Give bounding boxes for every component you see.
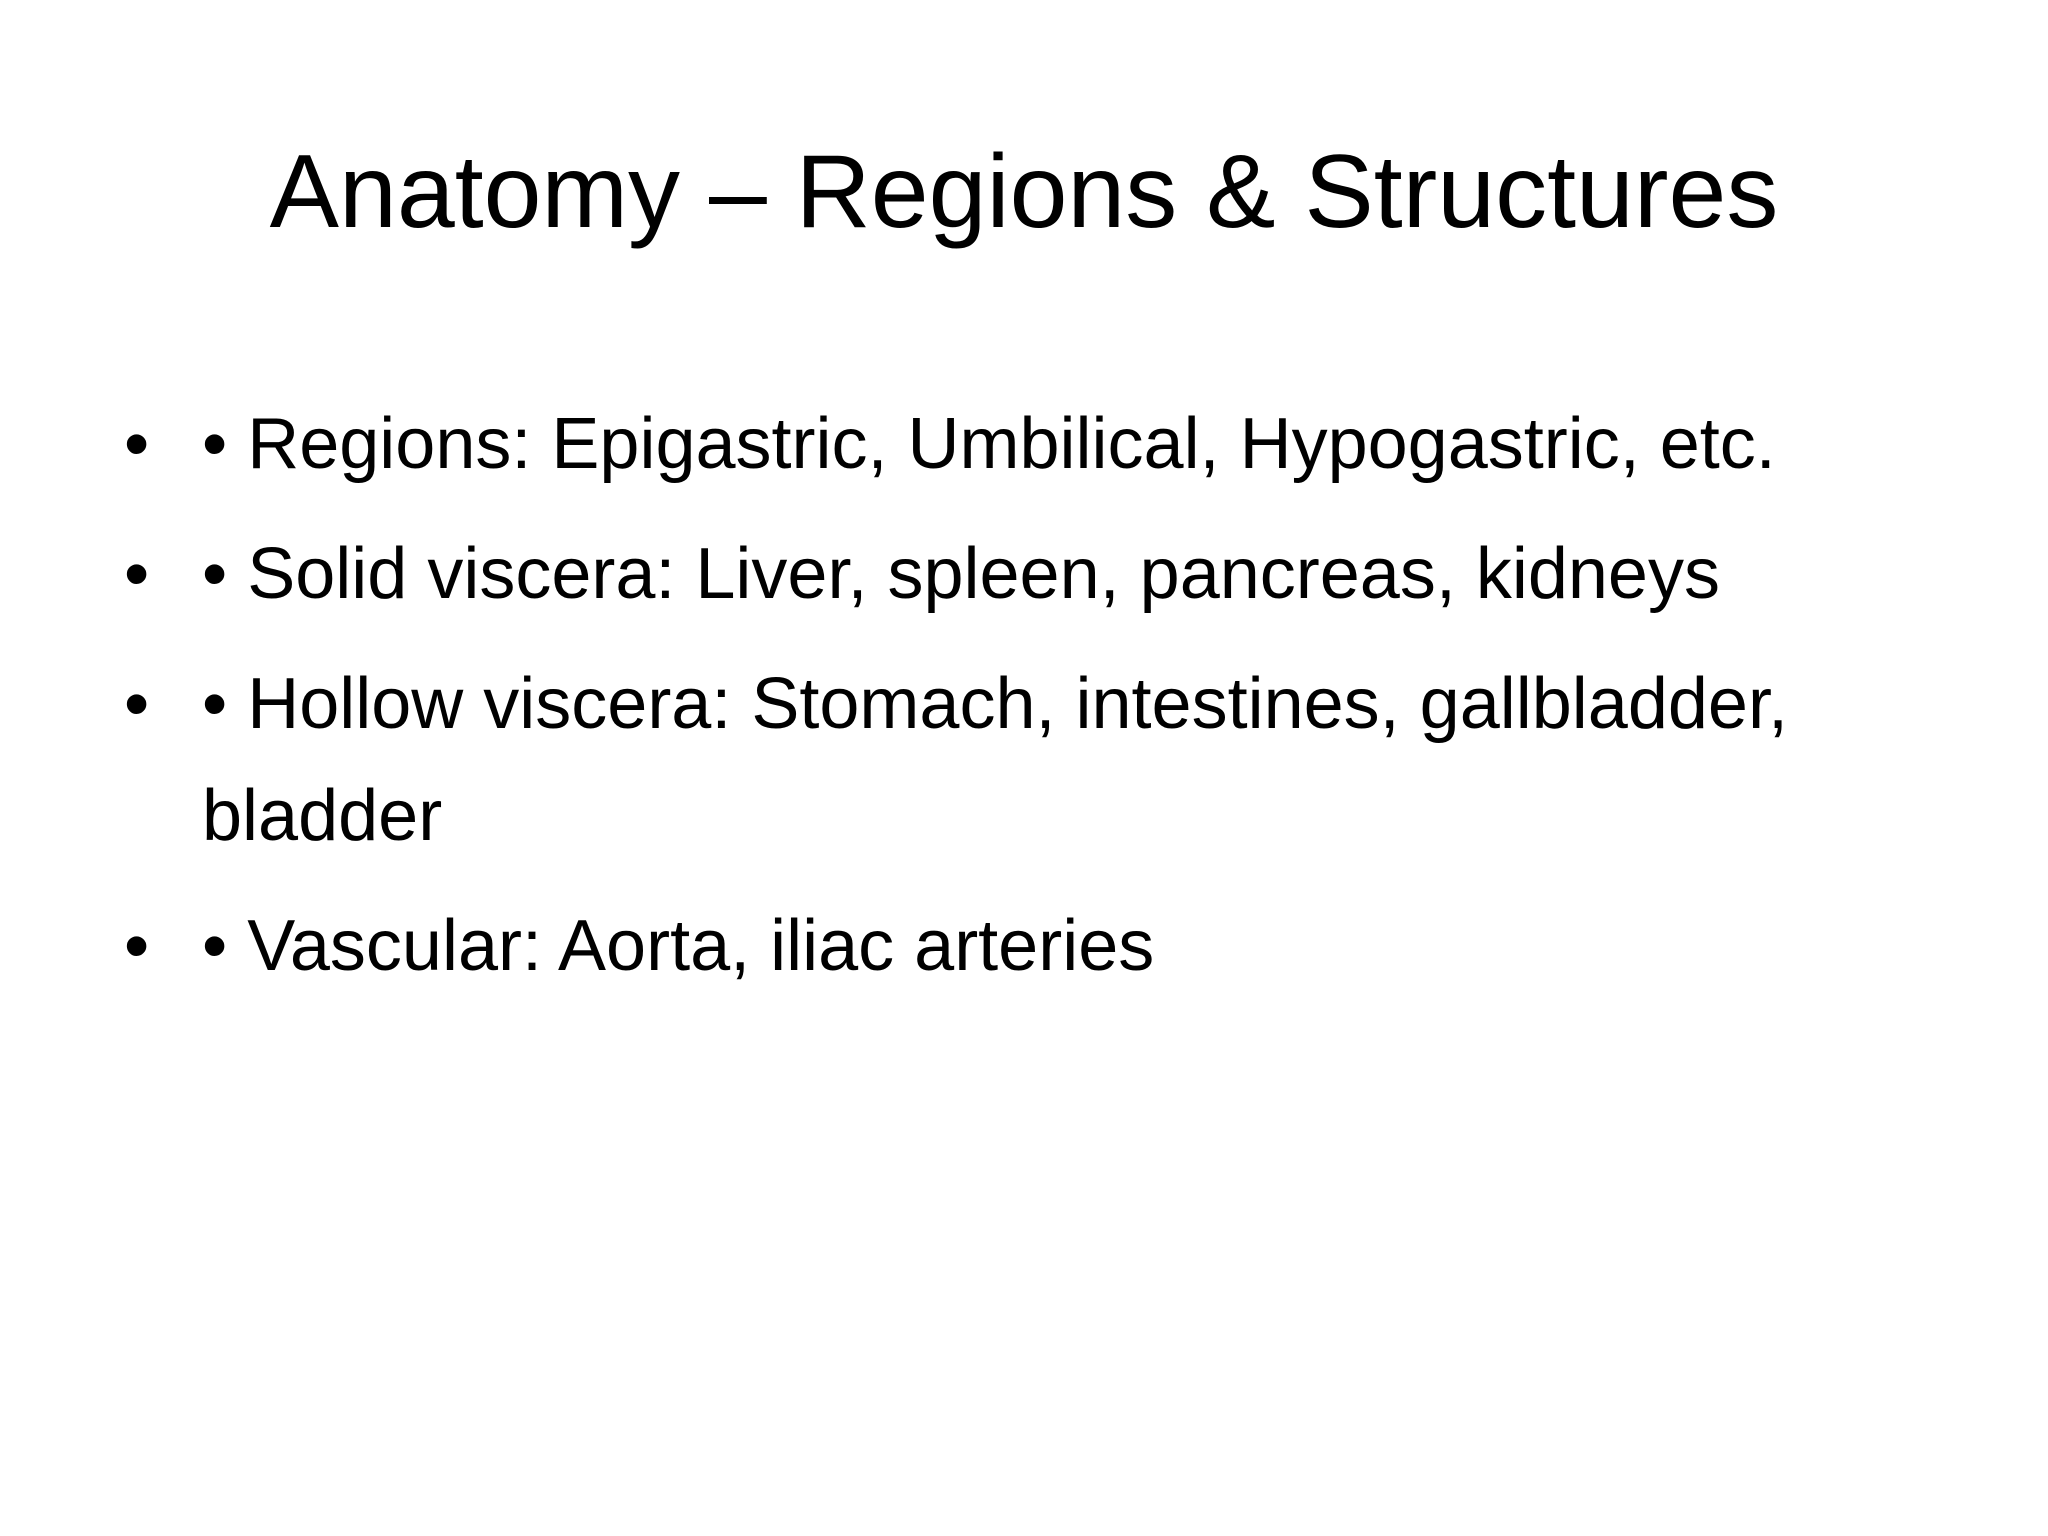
bullet-text: • Solid viscera: Liver, spleen, pancreas, kidneys xyxy=(202,534,1720,614)
bullet-text: • Hollow viscera: Stomach, intestines, gallbladder, bladder xyxy=(202,664,1788,856)
bullet-text: • Regions: Epigastric, Umbilical, Hypogastric, etc. xyxy=(202,404,1776,484)
bullet-marker: • xyxy=(124,534,150,614)
bullet-text: • Vascular: Aorta, iliac arteries xyxy=(202,906,1155,986)
bullet-marker: • xyxy=(124,906,150,986)
bullet-item-solid-viscera xyxy=(120,518,1960,630)
slide-title: Anatomy – Regions & Structures xyxy=(269,134,1779,250)
bullet-marker: • xyxy=(124,664,150,744)
bullet-list xyxy=(120,388,1960,1020)
bullet-item-hollow-viscera xyxy=(120,648,1960,872)
bullet-marker: • xyxy=(124,404,150,484)
bullet-item-regions xyxy=(120,388,1960,500)
bullet-item-vascular xyxy=(120,890,1960,1002)
